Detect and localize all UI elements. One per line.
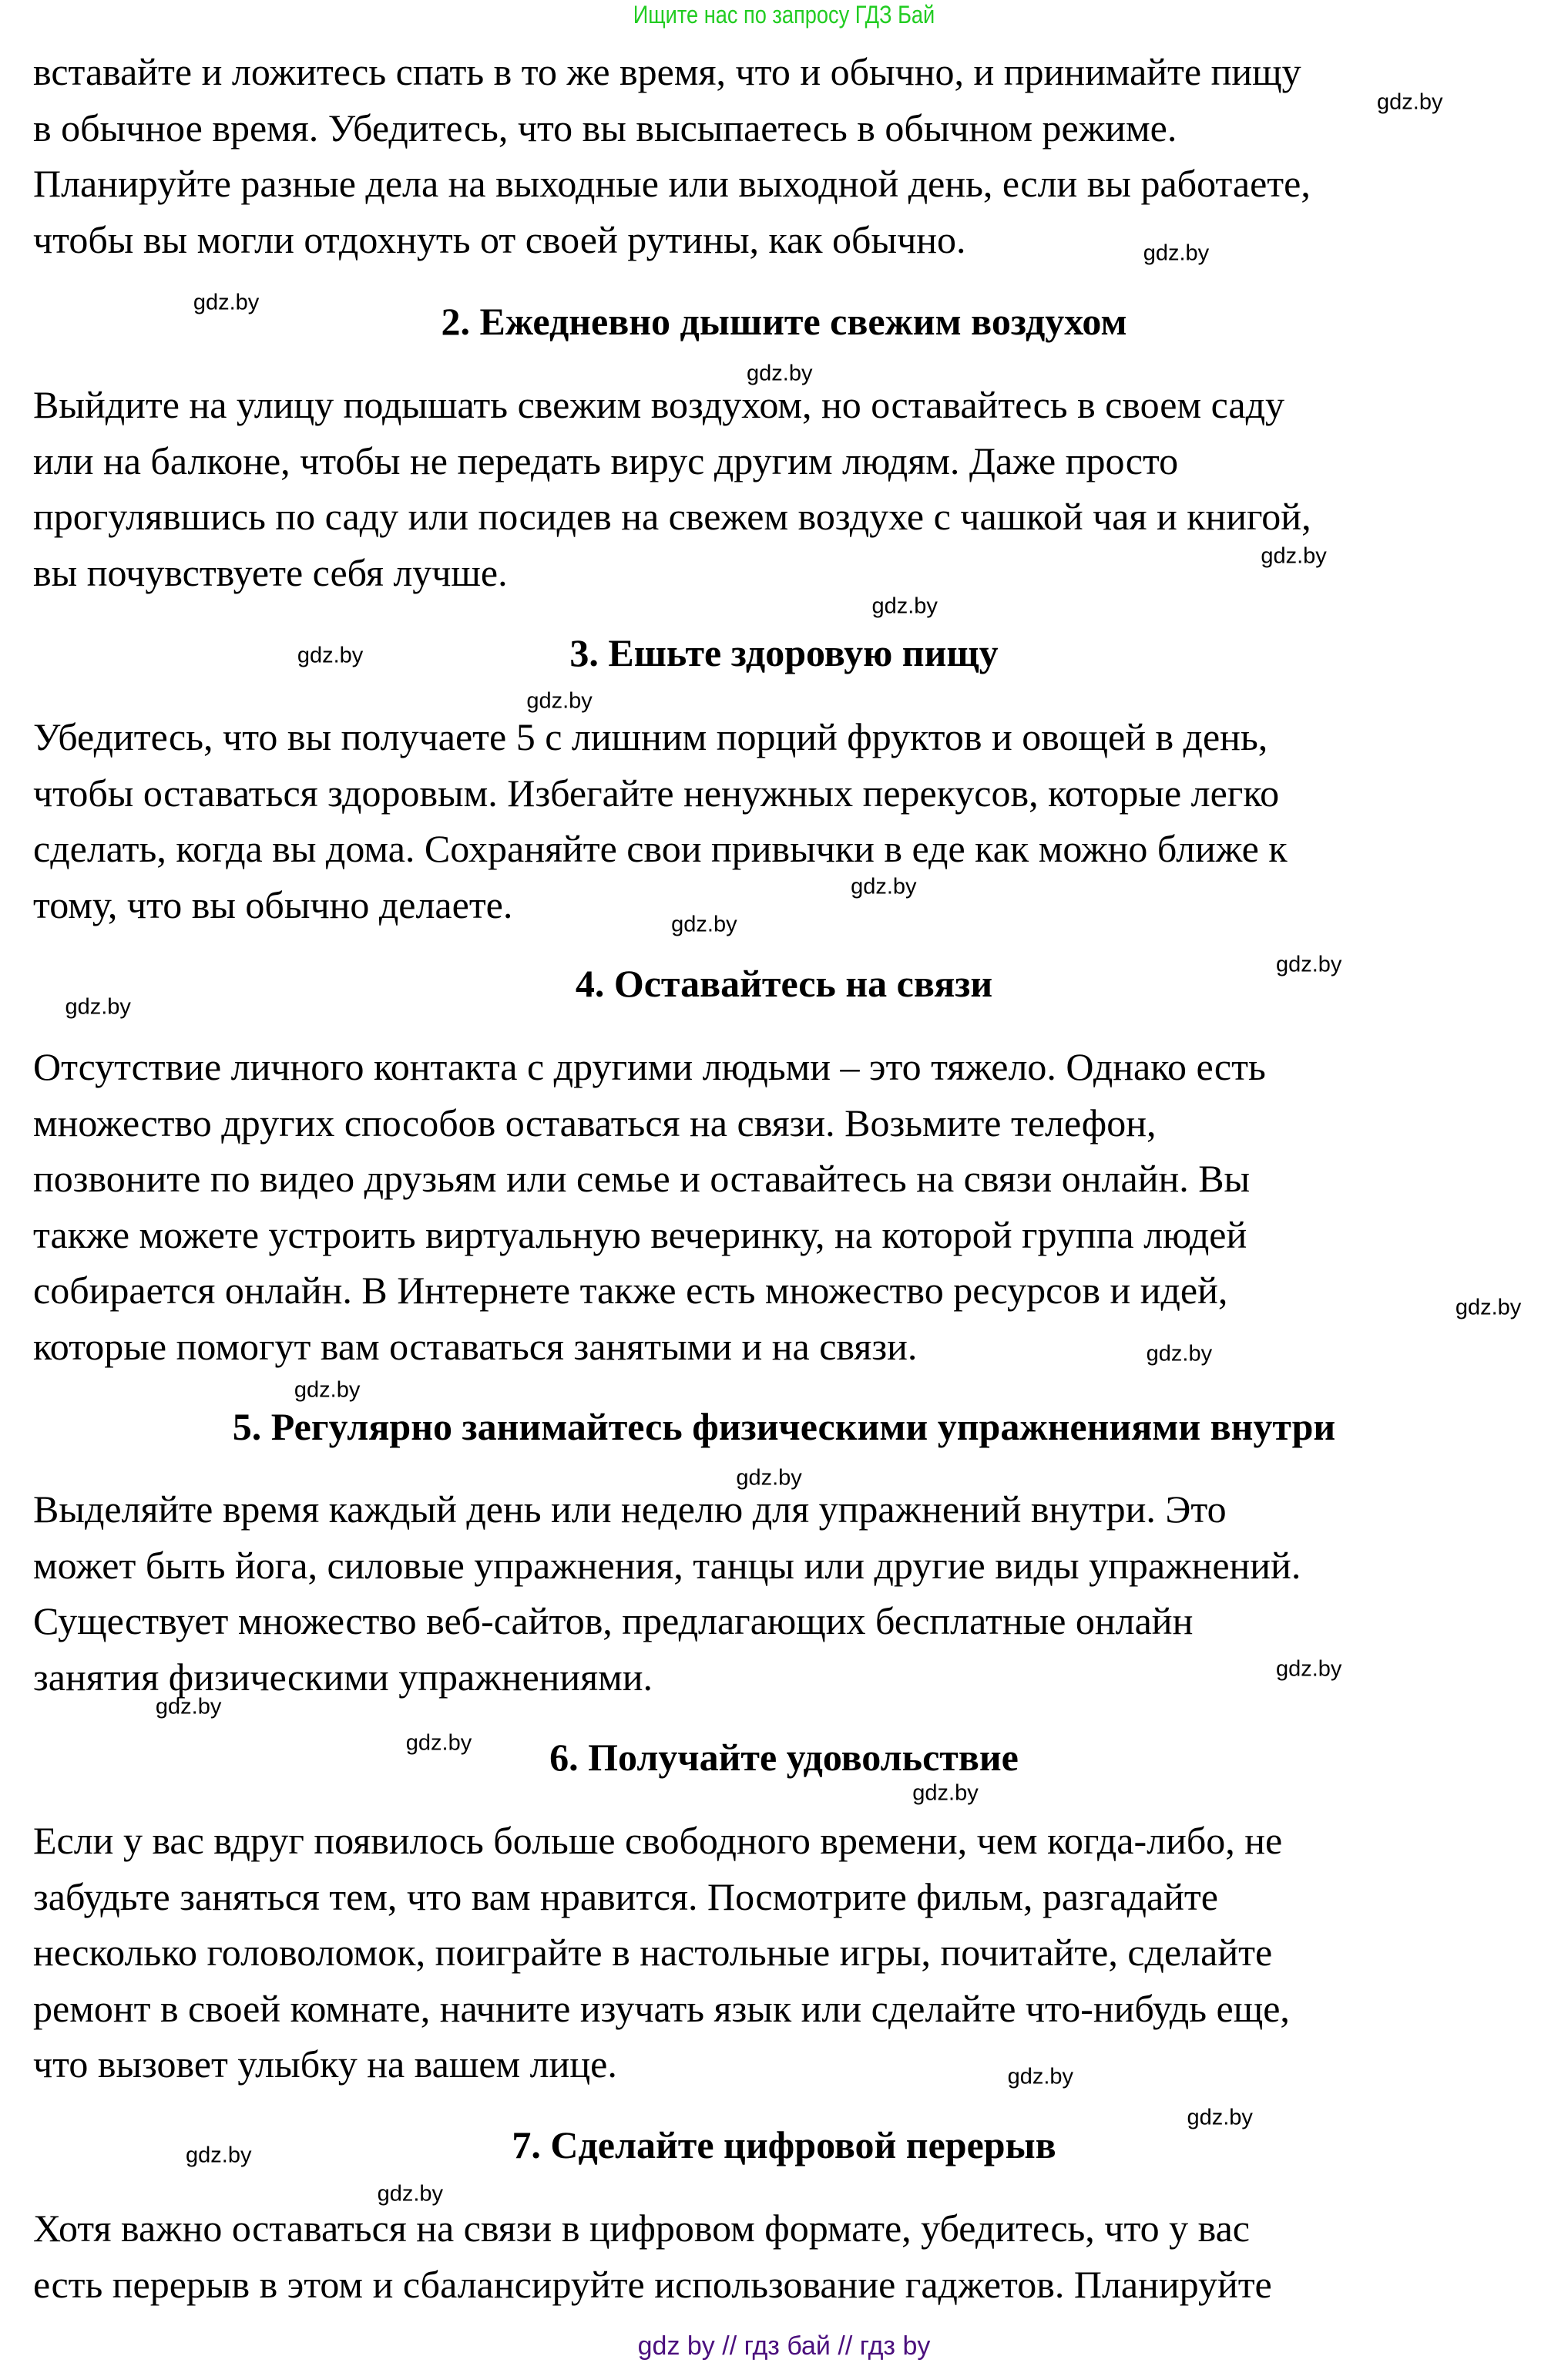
text-line: множество других способов оставаться на связи. Возьмите телефон,: [33, 1101, 1157, 1145]
text-line: чтобы оставаться здоровым. Избегайте ненужных перекусов, которые легко: [33, 771, 1280, 815]
section-heading: 3. Ешьте здоровую пищу: [569, 631, 999, 674]
gdz-watermark: gdz.by: [294, 1377, 361, 1403]
paragraph: [33, 2200, 1543, 2312]
paragraph: [33, 1813, 1543, 2092]
text-line: собирается онлайн. В Интернете также есть множество ресурсов и идей,: [33, 1269, 1228, 1312]
text-line: Выйдите на улицу подышать свежим воздухом, но оставайтесь в своем саду: [33, 383, 1285, 426]
gdz-watermark: gdz.by: [1143, 240, 1210, 266]
text-line: что вызовет улыбку на вашем лице.: [33, 2042, 617, 2086]
gdz-watermark: gdz.by: [1275, 952, 1342, 977]
gdz-watermark: gdz.by: [155, 1694, 222, 1719]
footer-watermark: gdz by // гдз бай // гдз by: [637, 2331, 931, 2361]
text-line: вы почувствуете себя лучше.: [33, 550, 508, 594]
text-line: Убедитесь, что вы получаете 5 с лишним порций фруктов и овощей в день,: [33, 715, 1268, 758]
gdz-watermark: gdz.by: [912, 1780, 979, 1806]
text-line: чтобы вы могли отдохнуть от своей рутины, как обычно.: [33, 217, 966, 261]
gdz-watermark: gdz.by: [405, 1730, 472, 1756]
gdz-watermark: gdz.by: [65, 994, 131, 1020]
text-line: также можете устроить виртуальную вечеринку, на которой группа людей: [33, 1212, 1247, 1256]
gdz-watermark: gdz.by: [526, 688, 593, 714]
gdz-watermark: gdz.by: [297, 643, 364, 668]
text-line: Если у вас вдруг появилось больше свободного времени, чем когда-либо, не: [33, 1819, 1283, 1862]
text-line: занятия физическими упражнениями.: [33, 1655, 653, 1699]
gdz-watermark: gdz.by: [851, 874, 917, 899]
text-line: забудьте заняться тем, что вам нравится. Посмотрите фильм, разгадайте: [33, 1874, 1218, 1918]
paragraph: [33, 1039, 1543, 1374]
text-line: Существует множество веб-сайтов, предлагающих бесплатные онлайн: [33, 1599, 1194, 1642]
gdz-watermark: gdz.by: [193, 290, 260, 315]
gdz-watermark: gdz.by: [1455, 1295, 1522, 1320]
text-line: которые помогут вам оставаться занятыми и на связи.: [33, 1324, 918, 1368]
text-line: может быть йога, силовые упражнения, танцы или другие виды упражнений.: [33, 1543, 1301, 1587]
gdz-watermark: gdz.by: [671, 912, 737, 937]
text-line: Выделяйте время каждый день или неделю для упражнений внутри. Это: [33, 1487, 1227, 1531]
gdz-watermark: gdz.by: [1007, 2064, 1074, 2089]
text-line: несколько головоломок, поиграйте в настольные игры, почитайте, сделайте: [33, 1931, 1273, 1974]
gdz-watermark: gdz.by: [186, 2143, 252, 2168]
search-banner: Ищите нас по запросу ГДЗ Бай: [633, 1, 935, 29]
text-line: или на балконе, чтобы не передать вирус другим людям. Даже просто: [33, 439, 1179, 482]
text-line: прогулявшись по саду или посидев на свежем воздухе с чашкой чая и книгой,: [33, 495, 1311, 538]
text-line: вставайте и ложитесь спать в то же время, что и обычно, и принимайте пищу: [33, 50, 1301, 93]
gdz-watermark: gdz.by: [1377, 89, 1443, 115]
gdz-watermark: gdz.by: [871, 593, 938, 619]
text-line: в обычное время. Убедитесь, что вы высыпаетесь в обычном режиме.: [33, 106, 1177, 150]
text-line: ремонт в своей комнате, начните изучать язык или сделайте что-нибудь еще,: [33, 1986, 1290, 2030]
gdz-watermark: gdz.by: [1146, 1341, 1213, 1366]
text-line: позвоните по видео друзьям или семье и оставайтесь на связи онлайн. Вы: [33, 1157, 1251, 1200]
gdz-watermark: gdz.by: [377, 2181, 444, 2207]
section-heading: 2. Ежедневно дышите свежим воздухом: [441, 300, 1127, 343]
gdz-watermark: gdz.by: [1275, 1656, 1342, 1682]
text-line: Отсутствие личного контакта с другими людьми – это тяжело. Однако есть: [33, 1045, 1266, 1088]
text-line: Хотя важно оставаться на связи в цифровом формате, убедитесь, что у вас: [33, 2207, 1250, 2250]
section-heading: 4. Оставайтесь на связи: [575, 962, 993, 1005]
text-line: есть перерыв в этом и сбалансируйте использование гаджетов. Планируйте: [33, 2262, 1272, 2306]
section-heading: 7. Сделайте цифровой перерыв: [512, 2123, 1056, 2166]
text-line: сделать, когда вы дома. Сохраняйте свои привычки в еде как можно ближе к: [33, 827, 1288, 870]
section-heading: 6. Получайте удовольствие: [549, 1736, 1019, 1779]
text-line: Планируйте разные дела на выходные или выходной день, если вы работаете,: [33, 162, 1311, 205]
text-line: тому, что вы обычно делаете.: [33, 882, 513, 926]
paragraph: [33, 709, 1543, 933]
gdz-watermark: gdz.by: [1261, 543, 1327, 569]
paragraph: [33, 44, 1543, 267]
section-heading: 5. Регулярно занимайтесь физическими упражнениями внутри: [232, 1405, 1336, 1448]
gdz-watermark: gdz.by: [1187, 2105, 1253, 2130]
gdz-watermark: gdz.by: [747, 361, 813, 386]
gdz-watermark: gdz.by: [736, 1465, 802, 1491]
